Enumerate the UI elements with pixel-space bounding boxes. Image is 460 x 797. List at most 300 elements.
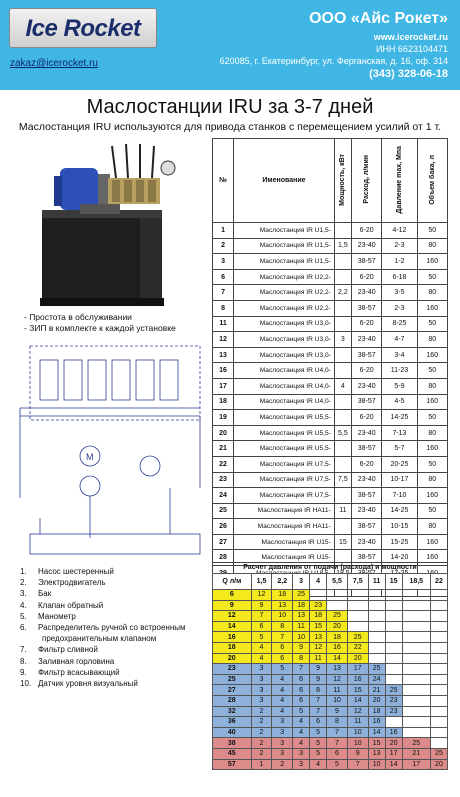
flow-table-row <box>213 717 448 728</box>
flow-cell: 23 <box>385 695 402 706</box>
legend-item <box>20 577 185 588</box>
legend-label: Насос шестеренный <box>38 567 114 576</box>
legend-number: 10. <box>20 679 32 689</box>
flow-cell: 23 <box>385 706 402 717</box>
table-cell: 8 <box>213 300 234 316</box>
flow-cell: 4 <box>251 653 272 664</box>
table-row <box>213 363 448 379</box>
flow-cell: 11 <box>327 685 348 696</box>
flow-cell: 20 <box>368 695 385 706</box>
table-row <box>213 410 448 426</box>
col-header: № <box>213 139 234 223</box>
flow-cell: 8 <box>310 685 327 696</box>
flow-cell <box>402 695 430 706</box>
flow-cell: 18 <box>327 632 348 643</box>
flow-cell: 13 <box>327 664 348 675</box>
table-cell: 50 <box>417 456 447 472</box>
flow-cell: 13 <box>272 600 293 611</box>
legend-number: 5. <box>20 611 27 621</box>
table-cell <box>334 347 351 363</box>
component-legend <box>20 566 185 689</box>
spec-table <box>212 138 448 597</box>
table-cell: 6-20 <box>351 269 381 285</box>
table-cell: 23-40 <box>351 378 381 394</box>
flow-cell <box>385 590 402 601</box>
flow-cell <box>402 621 430 632</box>
table-row <box>213 456 448 472</box>
feature-list <box>24 312 176 334</box>
flow-cell <box>402 653 430 664</box>
flow-table-row <box>213 706 448 717</box>
table-cell: 160 <box>417 488 447 504</box>
table-cell: Маслостанция IR U15- <box>234 550 335 566</box>
table-cell: Маслостанция IR U1,5- <box>234 223 335 239</box>
table-cell: 23-40 <box>351 425 381 441</box>
table-cell: 3 <box>213 254 234 270</box>
table-cell: 2 <box>213 238 234 254</box>
table-cell: 27 <box>213 534 234 550</box>
flow-cell: 25 <box>327 611 348 622</box>
flow-cell: 1 <box>251 759 272 770</box>
flow-cell: 3 <box>251 695 272 706</box>
table-cell: 16 <box>213 363 234 379</box>
flow-cell <box>430 695 447 706</box>
table-cell: 6-20 <box>351 363 381 379</box>
flow-cell <box>430 717 447 728</box>
flow-cell: 3 <box>251 674 272 685</box>
flow-header-cell: 11 <box>368 574 385 590</box>
legend-label: Распределитель ручной со встроенным <box>38 623 186 633</box>
flow-cell: 6 <box>213 590 252 601</box>
flow-cell <box>347 621 368 632</box>
flow-cell: 5 <box>310 738 327 749</box>
flow-table-row <box>213 759 448 770</box>
table-cell: 28 <box>213 550 234 566</box>
legend-item <box>20 600 185 611</box>
flow-cell: 4 <box>272 685 293 696</box>
table-cell: Маслостанция IR U1,5- <box>234 238 335 254</box>
flow-cell: 18 <box>368 706 385 717</box>
legend-item <box>20 622 185 633</box>
flow-cell: 6 <box>272 642 293 653</box>
table-cell: 80 <box>417 332 447 348</box>
flow-cell: 2 <box>272 759 293 770</box>
inn-text: ИНН 6623104471 <box>375 44 448 54</box>
email-link[interactable]: zakaz@icerocket.ru <box>10 58 98 69</box>
flow-cell: 12 <box>251 590 272 601</box>
flow-cell <box>402 590 430 601</box>
table-cell: 6-20 <box>351 410 381 426</box>
flow-cell: 7 <box>310 695 327 706</box>
flow-table-header <box>213 574 448 590</box>
flow-cell: 14 <box>327 653 348 664</box>
table-cell: 6-18 <box>382 269 417 285</box>
flow-cell: 7 <box>272 632 293 643</box>
flow-cell: 17 <box>402 759 430 770</box>
table-cell: 1-2 <box>382 254 417 270</box>
flow-cell <box>402 642 430 653</box>
flow-table-row <box>213 653 448 664</box>
flow-cell <box>402 706 430 717</box>
flow-cell: 16 <box>347 674 368 685</box>
flow-cell: 2 <box>251 706 272 717</box>
legend-number: 2. <box>20 578 27 588</box>
spec-table-header <box>213 139 448 223</box>
flow-cell: 21 <box>368 685 385 696</box>
table-cell: Маслостанция IR U5,5- <box>234 410 335 426</box>
table-row <box>213 394 448 410</box>
feature-item: - Простота в обслуживании <box>24 312 132 322</box>
flow-table-row <box>213 590 448 601</box>
flow-cell: 3 <box>251 685 272 696</box>
address-text: 620085, г. Екатеринбург, ул. Ферганская, д. 16, оф. 314 <box>219 56 448 66</box>
flow-cell <box>402 674 430 685</box>
table-cell: 50 <box>417 410 447 426</box>
table-cell: 38-57 <box>351 488 381 504</box>
table-cell: 50 <box>417 316 447 332</box>
flow-cell: 23 <box>310 600 327 611</box>
table-cell: 25 <box>213 503 234 519</box>
table-cell: 38-57 <box>351 394 381 410</box>
table-cell: 38-57 <box>351 441 381 457</box>
flow-table-row <box>213 674 448 685</box>
flow-cell: 7 <box>293 664 310 675</box>
flow-cell: 25 <box>402 738 430 749</box>
flow-table-row <box>213 611 448 622</box>
table-cell: 4-5 <box>382 394 417 410</box>
table-cell: Маслостанция IR U4,0- <box>234 394 335 410</box>
flow-cell: 8 <box>272 621 293 632</box>
legend-number: 6. <box>20 623 27 633</box>
flow-cell: 40 <box>213 727 252 738</box>
flow-cell <box>368 590 385 601</box>
table-cell: 6 <box>213 269 234 285</box>
flow-cell: 7 <box>251 611 272 622</box>
table-cell: Маслостанция IR U3,0- <box>234 347 335 363</box>
flow-header-cell: 5,5 <box>327 574 348 590</box>
feature-item: - ЗИП в комплекте к каждой установке <box>24 323 176 333</box>
table-cell: 3-4 <box>382 347 417 363</box>
flow-cell <box>368 642 385 653</box>
table-cell: Маслостанция IR U7,5- <box>234 488 335 504</box>
legend-number: 3. <box>20 589 27 599</box>
table-cell: 160 <box>417 394 447 410</box>
legend-number: 7. <box>20 645 27 655</box>
flow-cell: 15 <box>310 621 327 632</box>
flow-cell: 22 <box>347 642 368 653</box>
table-cell: 11 <box>213 316 234 332</box>
flow-cell: 7 <box>327 738 348 749</box>
flow-cell: 23 <box>213 664 252 675</box>
table-cell: 80 <box>417 425 447 441</box>
flow-cell <box>430 664 447 675</box>
table-cell: 23-40 <box>351 503 381 519</box>
flow-cell <box>327 600 348 611</box>
flow-cell: 20 <box>347 653 368 664</box>
table-cell: 23-40 <box>351 472 381 488</box>
flow-cell: 4 <box>272 674 293 685</box>
table-cell: 38-57 <box>351 300 381 316</box>
flow-cell: 11 <box>293 621 310 632</box>
table-cell: 6-20 <box>351 223 381 239</box>
flow-cell: 25 <box>213 674 252 685</box>
table-cell <box>334 441 351 457</box>
table-cell: 80 <box>417 472 447 488</box>
flow-cell <box>347 611 368 622</box>
table-cell: 11 <box>334 503 351 519</box>
table-cell: 23 <box>213 472 234 488</box>
table-cell: 3-5 <box>382 285 417 301</box>
table-cell: 10-17 <box>382 472 417 488</box>
table-cell: Маслостанция IR U3,0- <box>234 332 335 348</box>
flow-cell: 36 <box>213 717 252 728</box>
flow-cell: 18 <box>213 642 252 653</box>
flow-cell: 9 <box>251 600 272 611</box>
flow-cell: 12 <box>310 642 327 653</box>
table-cell: 2,2 <box>334 285 351 301</box>
flow-cell: 12 <box>213 611 252 622</box>
flow-cell: 3 <box>272 727 293 738</box>
flow-cell: 4 <box>272 706 293 717</box>
legend-item <box>20 644 185 655</box>
website-link[interactable]: www.icerocket.ru <box>373 32 448 42</box>
flow-cell <box>385 717 402 728</box>
table-cell: Маслостанция IR HA11- <box>234 519 335 535</box>
table-cell: Маслостанция IR U5,5- <box>234 425 335 441</box>
table-cell: 26 <box>213 519 234 535</box>
flow-cell: 4 <box>251 642 272 653</box>
table-cell: 7-13 <box>382 425 417 441</box>
flow-cell: 9 <box>293 642 310 653</box>
flow-cell: 14 <box>385 759 402 770</box>
table-cell: 23-40 <box>351 285 381 301</box>
table-cell: 20-25 <box>382 456 417 472</box>
flow-cell: 4 <box>310 759 327 770</box>
flow-cell: 18 <box>272 590 293 601</box>
table-row <box>213 425 448 441</box>
legend-label: Манометр <box>38 611 76 621</box>
flow-cell: 3 <box>293 759 310 770</box>
table-cell: 23-40 <box>351 238 381 254</box>
table-cell <box>334 300 351 316</box>
table-cell: Маслостанция IR U2,2- <box>234 285 335 301</box>
table-row <box>213 238 448 254</box>
flow-cell <box>430 590 447 601</box>
flow-cell <box>368 632 385 643</box>
flow-cell: 9 <box>347 748 368 759</box>
table-cell <box>334 223 351 239</box>
table-cell <box>334 456 351 472</box>
table-cell: 10-15 <box>382 519 417 535</box>
table-cell: 7 <box>213 285 234 301</box>
flow-cell <box>385 632 402 643</box>
legend-number <box>20 633 38 644</box>
flow-cell: 14 <box>368 727 385 738</box>
flow-cell: 11 <box>347 717 368 728</box>
legend-label: Датчик уровня визуальный <box>38 679 138 689</box>
flow-header-cell: 15 <box>385 574 402 590</box>
legend-label: Клапан обратный <box>38 600 104 610</box>
company-name: ООО «Айс Рокет» <box>309 10 448 27</box>
table-cell: 4-7 <box>382 332 417 348</box>
flow-cell <box>430 674 447 685</box>
table-cell: 6-20 <box>351 316 381 332</box>
flow-table-row <box>213 600 448 611</box>
flow-cell: 15 <box>368 738 385 749</box>
flow-table-row <box>213 642 448 653</box>
table-cell <box>334 363 351 379</box>
table-row <box>213 534 448 550</box>
flow-table-wrap <box>212 562 448 770</box>
flow-cell <box>385 664 402 675</box>
logo-text: Ice Rocket <box>25 15 141 42</box>
flow-table-row <box>213 738 448 749</box>
table-cell <box>334 254 351 270</box>
flow-cell: 27 <box>213 685 252 696</box>
legend-item <box>20 656 185 667</box>
flow-cell: 16 <box>368 717 385 728</box>
flow-cell <box>402 685 430 696</box>
table-cell: 50 <box>417 363 447 379</box>
table-cell: 14-25 <box>382 410 417 426</box>
table-cell: 22 <box>213 456 234 472</box>
table-cell <box>334 394 351 410</box>
flow-table-row <box>213 695 448 706</box>
table-cell: 50 <box>417 223 447 239</box>
flow-cell: 6 <box>293 685 310 696</box>
table-cell: 23-40 <box>351 332 381 348</box>
table-cell: 20 <box>213 425 234 441</box>
flow-cell: 25 <box>368 664 385 675</box>
table-cell: 4-12 <box>382 223 417 239</box>
table-row <box>213 441 448 457</box>
table-cell: 160 <box>417 347 447 363</box>
flow-cell <box>368 611 385 622</box>
flow-cell <box>385 642 402 653</box>
table-cell: 50 <box>417 269 447 285</box>
legend-item <box>20 566 185 577</box>
flow-cell <box>402 632 430 643</box>
flow-cell <box>347 600 368 611</box>
table-cell: 160 <box>417 441 447 457</box>
table-cell <box>334 316 351 332</box>
flow-cell: 18 <box>293 600 310 611</box>
flow-cell: 7 <box>327 727 348 738</box>
flow-cell: 6 <box>272 653 293 664</box>
table-cell: 19 <box>213 410 234 426</box>
flow-cell: 10 <box>347 727 368 738</box>
flow-cell: 18 <box>310 611 327 622</box>
flow-cell: 5 <box>310 727 327 738</box>
flow-cell <box>430 706 447 717</box>
flow-cell: 15 <box>347 685 368 696</box>
hydraulic-station-image <box>20 138 190 310</box>
flow-cell: 5 <box>327 759 348 770</box>
table-row <box>213 223 448 239</box>
legend-item <box>20 667 185 678</box>
table-cell: 13 <box>213 347 234 363</box>
flow-cell: 17 <box>385 748 402 759</box>
flow-cell: 20 <box>430 759 447 770</box>
flow-cell: 2 <box>251 748 272 759</box>
flow-cell: 10 <box>272 611 293 622</box>
page-subtitle: Маслостанция IRU используются для привода станков с перемещением усилий от 1 т. <box>18 121 442 133</box>
table-row <box>213 316 448 332</box>
flow-cell: 9 <box>327 706 348 717</box>
flow-cell: 17 <box>347 664 368 675</box>
table-cell: 160 <box>417 534 447 550</box>
flow-cell: 10 <box>327 695 348 706</box>
flow-cell: 3 <box>272 738 293 749</box>
page-title: Маслостанции IRU за 3-7 дней <box>86 96 374 118</box>
table-cell: 3 <box>334 332 351 348</box>
table-cell: 7-10 <box>382 488 417 504</box>
flow-cell: 10 <box>347 738 368 749</box>
logo[interactable] <box>9 8 157 48</box>
flow-cell: 4 <box>272 695 293 706</box>
flow-cell: 4 <box>293 717 310 728</box>
flow-cell <box>327 590 348 601</box>
table-cell: 17 <box>213 378 234 394</box>
flow-cell: 2 <box>251 738 272 749</box>
col-header: Давление max, Мпа <box>382 139 417 223</box>
flow-cell: 20 <box>385 738 402 749</box>
flow-cell: 3 <box>272 717 293 728</box>
flow-table-row <box>213 727 448 738</box>
table-cell: 6-20 <box>351 456 381 472</box>
flow-cell: 11 <box>310 653 327 664</box>
flow-header-cell: Q л/м <box>213 574 252 590</box>
col-header: Именование <box>234 139 335 223</box>
flow-cell: 14 <box>213 621 252 632</box>
table-cell: 80 <box>417 238 447 254</box>
table-cell: Маслостанция IR U4,0- <box>234 363 335 379</box>
table-row <box>213 472 448 488</box>
table-cell: 1,5 <box>334 238 351 254</box>
flow-cell: 16 <box>385 727 402 738</box>
table-cell: Маслостанция IR U15- <box>234 534 335 550</box>
table-row <box>213 300 448 316</box>
flow-cell: 21 <box>402 748 430 759</box>
flow-cell <box>430 600 447 611</box>
table-cell <box>334 488 351 504</box>
flow-cell <box>385 653 402 664</box>
phone-number: (343) 328-06-18 <box>369 68 448 80</box>
flow-cell: 12 <box>327 674 348 685</box>
table-cell: Маслостанция IR U7,5- <box>234 472 335 488</box>
table-cell: 160 <box>417 254 447 270</box>
flow-cell: 5 <box>251 632 272 643</box>
svg-text:M: M <box>86 452 94 462</box>
flow-header-cell: 2,2 <box>272 574 293 590</box>
flow-header-cell: 4 <box>310 574 327 590</box>
flow-cell: 8 <box>293 653 310 664</box>
flow-cell <box>430 642 447 653</box>
flow-cell: 5 <box>293 706 310 717</box>
hydraulic-schematic <box>10 338 210 560</box>
flow-cell <box>385 611 402 622</box>
flow-cell: 13 <box>368 748 385 759</box>
flow-cell: 16 <box>213 632 252 643</box>
legend-label: Фильтр всасывающий <box>38 667 120 677</box>
flow-cell: 4 <box>293 738 310 749</box>
table-cell: Маслостанция IR U2,2- <box>234 269 335 285</box>
flow-cell: 38 <box>213 738 252 749</box>
flow-cell: 12 <box>347 706 368 717</box>
flow-table-row <box>213 621 448 632</box>
flow-table <box>212 573 448 770</box>
table-cell: 80 <box>417 378 447 394</box>
